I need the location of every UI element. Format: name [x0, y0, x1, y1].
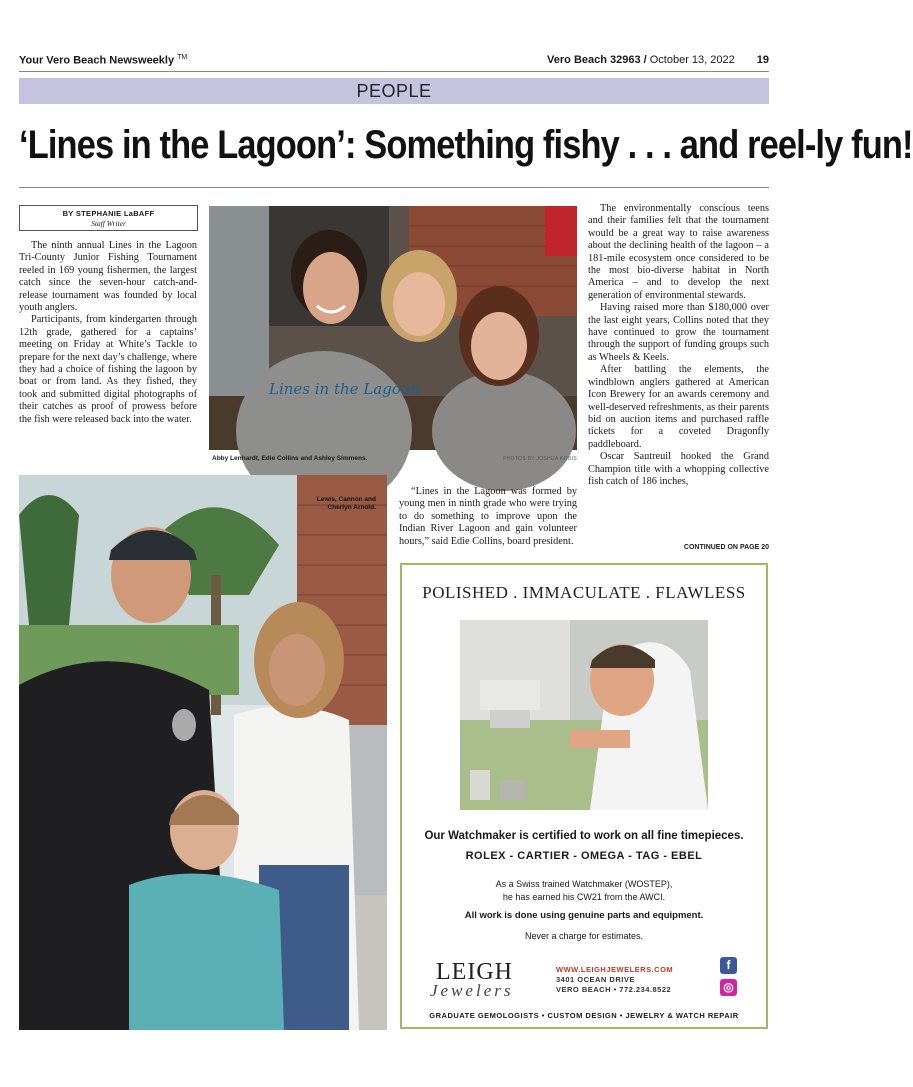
- continued-note: CONTINUED ON PAGE 20: [683, 544, 769, 551]
- logo-wordmark: LEIGH: [436, 959, 513, 985]
- issue-date: October 13, 2022: [649, 54, 735, 66]
- byline-role: Staff Writer: [91, 219, 126, 228]
- publication-name: Your Vero Beach Newsweekly: [19, 54, 175, 67]
- paragraph: After battling the elements, the windblown anglers gathered at American Icon Brewery for an awards ceremony and well-deserved refreshments, as their parents bid on auction items and purchased raffle tickets for a coveted Dragonfly paddleboard.: [588, 364, 769, 450]
- top-photo-image: [209, 206, 577, 450]
- instagram-icon: ◎: [720, 979, 737, 996]
- headline-rule: [19, 187, 769, 188]
- ad-address-line-1: 3401 OCEAN DRIVE: [556, 975, 635, 984]
- family-photo: [19, 475, 387, 1030]
- top-photo-caption: Abby Lenhardt, Edie Collins and Ashley Simmens.: [212, 455, 368, 462]
- masthead-rule: [19, 71, 769, 72]
- ad-contact: [556, 965, 673, 995]
- social-icons: [720, 957, 737, 1001]
- ad-certification: Our Watchmaker is certified to work on all fine timepieces.: [424, 830, 744, 842]
- family-photo-caption: Lewis, Cannon and Cherlyn Arnold.: [316, 496, 376, 511]
- logo-script: Jewelers: [430, 981, 514, 1000]
- family-photo-image: [19, 475, 387, 1030]
- paragraph: Having raised more than $180,000 over the last eight years, Collins noted that they have continued to grow the tournament through the support of funding groups such as Wheels & Keels.: [588, 302, 769, 363]
- headline: ‘Lines in the Lagoon’: Something fishy . . . and reel-ly fun!: [19, 123, 913, 167]
- edition-label: Vero Beach 32963 /: [547, 54, 647, 66]
- byline-box: [19, 205, 198, 231]
- ad-credentials: As a Swiss trained Watchmaker (WOSTEP), he has earned his CW21 from the AWCI.: [495, 879, 673, 902]
- facebook-icon: f: [720, 957, 737, 974]
- page-number: 19: [756, 54, 769, 66]
- article-column-3: [588, 203, 769, 488]
- shirt-logo-text: Lines in the Lagoon: [269, 380, 420, 398]
- top-photo: [209, 206, 577, 450]
- leigh-jewelers-logo: [424, 959, 544, 1009]
- paragraph: The ninth annual Lines in the Lagoon Tri-County Junior Fishing Tournament reeled in 169 young fishermen, the largest catch since the seven-hour catch-and-release tournament was founded by local youth anglers.: [19, 240, 197, 314]
- paragraph: “Lines in the Lagoon was formed by young men in ninth grade who were trying to do something to improve upon the Indian River Lagoon and gain volunteer hours,” said Edie Collins, board president.: [399, 486, 577, 547]
- ad-headline: POLISHED . IMMACULATE . FLAWLESS: [422, 583, 746, 602]
- trademark-mark: TM: [177, 54, 188, 61]
- byline-author: BY STEPHANIE LaBAFF: [62, 209, 155, 218]
- ad-brands: ROLEX - CARTIER - OMEGA - TAG - EBEL: [465, 850, 703, 862]
- paragraph: Oscar Sautreuil hooked the Grand Champion title with a whopping collective fish catch of 186 inches,: [588, 451, 769, 487]
- paragraph: Participants, from kindergarten through 12th grade, gathered for a captains’ meeting on Friday at White’s Tackle to prepare for the next day’s challenge, where they had a choice of fishing the lagoon by boat or from land. As they fished, they took and submitted digital photographs of their catches as proof of prowess before the fish were released back into the water.: [19, 314, 197, 425]
- ad-estimate-note: Never a charge for estimates.: [524, 931, 644, 941]
- section-bar: PEOPLE: [19, 78, 769, 104]
- masthead: [19, 54, 769, 70]
- watchmaker-photo: [460, 620, 708, 810]
- ad-footer: GRADUATE GEMOLOGISTS • CUSTOM DESIGN • JEWELRY & WATCH REPAIR: [429, 1011, 739, 1020]
- article-column-2: [399, 486, 577, 548]
- ad-website: WWW.LEIGHJEWELERS.COM: [556, 965, 674, 974]
- watchmaker-image: [460, 620, 708, 810]
- photo-credit: PHOTOS BY JOSHUA KODIS: [503, 456, 577, 462]
- jeweler-advertisement: [400, 563, 768, 1029]
- ad-parts-note: All work is done using genuine parts and equipment.: [464, 910, 704, 921]
- continued-page: PAGE 20: [739, 544, 769, 551]
- paragraph: The environmentally conscious teens and their families felt that the tournament would be a great way to raise awareness about the declining health of the lagoon – a 181-mile ecosystem once considered to be the most bio-diverse habitat in North America – and to develop the next generation of environmental stewards.: [588, 203, 769, 301]
- ad-address-line-2: VERO BEACH • 772.234.8522: [556, 985, 672, 994]
- article-column-1: [19, 240, 197, 426]
